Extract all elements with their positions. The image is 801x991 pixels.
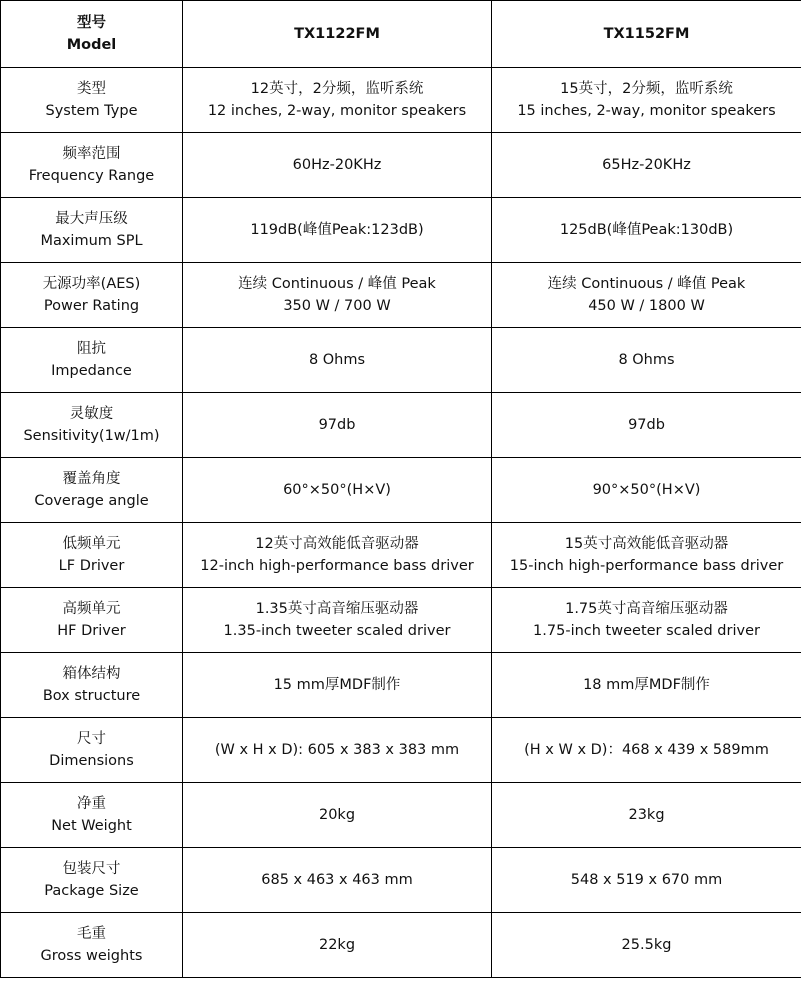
spec-value-cell [183,263,492,328]
spec-value-line: 连续 Continuous / 峰值 Peak [547,276,746,292]
model-name-tx1152fm: TX1152FM [492,1,801,68]
spec-value-cell [492,263,801,328]
spec-value-cell [492,198,801,263]
spec-value-line: 450 W / 1800 W [588,298,705,314]
model-label-cn: 型号 [77,15,106,31]
spec-body [1,68,801,978]
row-label-cell [1,263,183,328]
row-label-cell [1,718,183,783]
spec-value-cell [183,198,492,263]
row-label-en: HF Driver [57,623,126,639]
table-row [1,653,801,718]
row-label-en: Sensitivity(1w/1m) [23,428,160,444]
spec-value-line: 350 W / 700 W [283,298,391,314]
spec-value-line: 8 Ohms [618,352,675,368]
spec-value-cell [183,718,492,783]
spec-value-cell [183,913,492,978]
spec-value-cell [492,133,801,198]
row-label-cn: 低频单元 [62,536,121,552]
spec-value-cell [492,328,801,393]
spec-value-line: 1.35-inch tweeter scaled driver [223,623,451,639]
spec-value-line: 8 Ohms [308,352,366,368]
row-label-cn: 最大声压级 [55,211,128,227]
row-label-en: Net Weight [51,818,132,834]
row-label-cell [1,328,183,393]
spec-value-cell [183,393,492,458]
row-label-en: System Type [45,103,138,119]
spec-value-line: 22kg [318,937,356,953]
row-label-cn: 类型 [77,81,106,97]
row-label-cell [1,848,183,913]
table-row [1,133,801,198]
row-label-cell [1,68,183,133]
row-label-cn: 覆盖角度 [62,471,121,487]
spec-value-line: 119dB(峰值Peak:123dB) [250,222,424,238]
table-row [1,718,801,783]
row-label-en: LF Driver [58,558,125,574]
row-label-cell [1,133,183,198]
row-label-cell [1,913,183,978]
spec-value-cell [183,588,492,653]
row-label-en: Frequency Range [28,168,155,184]
table-row [1,68,801,133]
table-row [1,588,801,653]
spec-value-line: 18 mm厚MDF制作 [583,677,710,693]
spec-value-cell [183,848,492,913]
spec-value-cell [183,68,492,133]
row-label-cell [1,588,183,653]
spec-value-line: 25.5kg [621,937,672,953]
spec-value-cell [492,588,801,653]
spec-value-line: 548 x 519 x 670 mm [570,872,723,888]
row-label-cell [1,783,183,848]
spec-value-cell [183,328,492,393]
row-label-cn: 频率范围 [62,146,121,162]
spec-value-line: 97db [628,417,665,433]
row-label-cn: 无源功率(AES) [42,276,141,292]
row-label-en: Gross weights [40,948,143,964]
spec-value-cell [183,523,492,588]
spec-value-line: 12 inches, 2-way, monitor speakers [207,103,467,119]
row-label-cn: 箱体结构 [62,666,121,682]
spec-value-line: 15 mm厚MDF制作 [273,677,401,693]
spec-value-line: 1.75英寸高音缩压驱动器 [565,601,728,617]
spec-value-cell [183,133,492,198]
table-row [1,783,801,848]
row-label-en: Coverage angle [34,493,149,509]
spec-value-line: 65Hz-20KHz [602,157,691,173]
header-row [1,1,801,68]
table-row [1,328,801,393]
spec-value-cell [492,523,801,588]
table-row [1,198,801,263]
spec-value-cell [183,458,492,523]
table-row [1,848,801,913]
spec-value-cell [492,458,801,523]
spec-value-cell [492,913,801,978]
row-label-en: Maximum SPL [40,233,143,249]
spec-value-cell [492,68,801,133]
model-name-tx1122fm: TX1122FM [183,1,492,68]
spec-value-line: 685 x 463 x 463 mm [261,872,413,888]
model-label-en: Model [66,37,117,53]
spec-value-line: 20kg [318,807,356,823]
row-label-cell [1,198,183,263]
spec-value-line: 60°×50°(H×V) [283,482,391,498]
row-label-cell [1,653,183,718]
spec-value-cell [183,783,492,848]
row-label-en: Package Size [44,883,139,899]
spec-value-line: 1.75-inch tweeter scaled driver [533,623,760,639]
table-row [1,523,801,588]
spec-value-line: 23kg [628,807,665,823]
table-row [1,458,801,523]
row-label-en: Box structure [42,688,141,704]
row-label-cell [1,458,183,523]
row-label-cn: 包装尺寸 [62,861,121,877]
spec-value-cell [492,653,801,718]
spec-value-cell [183,653,492,718]
row-label-cell [1,523,183,588]
spec-value-line: 15 inches, 2-way, monitor speakers [517,103,776,119]
row-label-cell [1,393,183,458]
spec-value-cell [492,718,801,783]
row-label-en: Dimensions [49,753,134,769]
spec-value-line: 15-inch high-performance bass driver [509,558,784,574]
spec-value-cell [492,783,801,848]
spec-value-line: 97db [318,417,356,433]
table-row [1,263,801,328]
row-label-cn: 毛重 [77,926,106,942]
spec-value-line: 15英寸，2分频，监听系统 [560,81,733,97]
spec-value-line: 125dB(峰值Peak:130dB) [559,222,734,238]
spec-value-line: 15英寸高效能低音驱动器 [564,536,729,552]
row-label-cn: 阻抗 [77,341,106,357]
table-row [1,913,801,978]
spec-value-line: 90°×50°(H×V) [592,482,701,498]
spec-value-line: 1.35英寸高音缩压驱动器 [255,601,419,617]
spec-value-line: 12英寸高效能低音驱动器 [255,536,419,552]
spec-value-line: 60Hz-20KHz [292,157,382,173]
spec-value-line: 连续 Continuous / 峰值 Peak [238,276,436,292]
row-label-cn: 灵敏度 [69,406,114,422]
spec-value-line: (W x H x D): 605 x 383 x 383 mm [214,742,460,758]
row-label-cn: 尺寸 [77,731,106,747]
spec-value-cell [492,848,801,913]
spec-value-line: (H x W x D)：468 x 439 x 589mm [524,742,769,758]
spec-value-line: 12英寸，2分频，监听系统 [250,81,424,97]
spec-value-cell [492,393,801,458]
row-label-cn: 净重 [77,796,106,812]
spec-value-line: 12-inch high-performance bass driver [200,558,474,574]
table-row [1,393,801,458]
row-label-en: Impedance [51,363,132,379]
row-label-cn: 高频单元 [62,601,121,617]
row-label-en: Power Rating [43,298,140,314]
model-header-cell [1,1,183,68]
